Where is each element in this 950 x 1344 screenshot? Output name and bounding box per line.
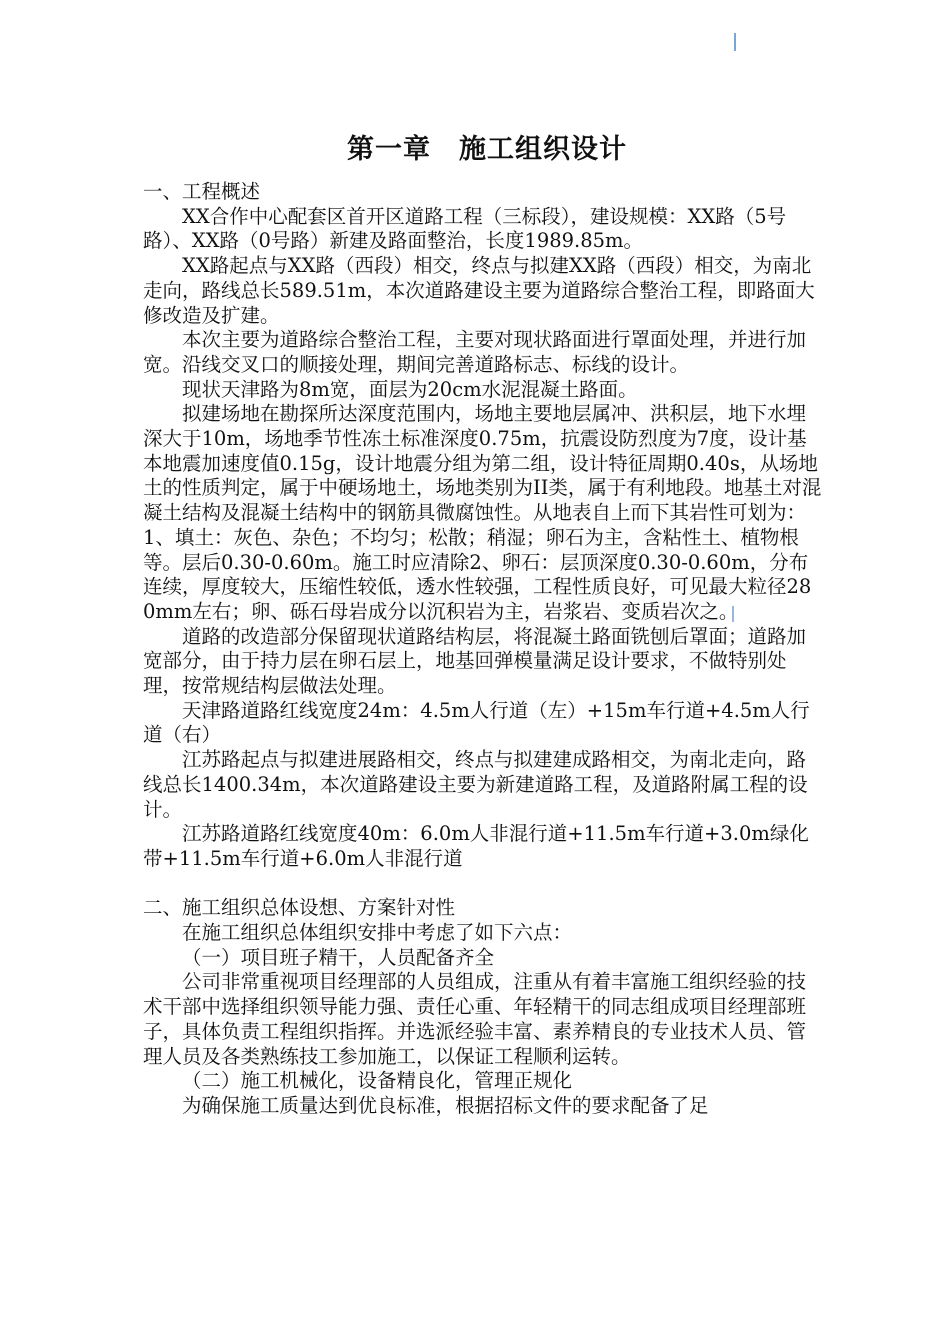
subheading: （一）项目班子精干，人员配备齐全: [182, 945, 495, 969]
document-page: [143, 128, 823, 1119]
paragraph: 江苏路起点与拟建进展路相交，终点与拟建建成路相交，为南北走向，路线总长1400.34m，本次道路建设主要为新建道路工程，及道路附属工程的设计。: [143, 748, 808, 821]
paragraph: XX合作中心配套区首开区道路工程（三标段），建设规模：XX路（5号路）、XX路（0号路）新建及路面整治，长度1989.85m。: [143, 204, 787, 253]
paragraph: 公司非常重视项目经理部的人员组成，注重从有着丰富施工组织经验的技术干部中选择组织领导能力强、责任心重、年轻精干的同志组成项目经理部班子，具体负责工程组织指挥。并选派经验丰富、素养精良的专业技术人员、管理人员及各类熟练技工参加施工，以保证工程顺利运转。: [143, 970, 807, 1068]
subheading: （二）施工机械化，设备精良化，管理正规化: [182, 1069, 573, 1093]
paragraph: 天津路道路红线宽度24m：4.5m人行道（左）+15m车行道+4.5m人行道（右）: [143, 698, 810, 747]
paragraph: 道路的改造部分保留现状道路结构层，将混凝土路面铣刨后罩面；道路加宽部分，由于持力层在卵石层上，地基回弹模量满足设计要求，不做特别处理，按常规结构层做法处理。: [143, 624, 807, 698]
paragraph: 现状天津路为8m宽，面层为20cm水泥混凝土路面。: [182, 377, 638, 401]
section-heading: 二、施工组织总体设想、方案针对性: [143, 896, 456, 920]
chapter-title: 第一章 施工组织设计: [347, 134, 627, 165]
paragraph: 为确保施工质量达到优良标准，根据招标文件的要求配备了足: [182, 1094, 709, 1117]
paragraph: 江苏路道路红线宽度40m：6.0m人非混行道+11.5m车行道+3.0m绿化带+11.5m车行道+6.0m人非混行道: [143, 822, 809, 870]
paragraph: 本次主要为道路综合整治工程，主要对现状路面进行罩面处理，并进行加宽。沿线交叉口的顺接处理，期间完善道路标志、标线的设计。: [143, 328, 807, 376]
paragraph: XX路起点与XX路（西段）相交，终点与拟建XX路（西段）相交，为南北走向，路线总长589.51m，本次道路建设主要为道路综合整治工程，即路面大修改造及扩建。: [143, 254, 815, 327]
blank-line: [143, 872, 823, 897]
cursor-mark: [734, 33, 736, 51]
paragraph: 拟建场地在勘探所达深度范围内，场地主要地层属冲、洪积层，地下水埋深大于10m，场地季节性冻土标准深度0.75m，抗震设防烈度为7度，设计基本地震加速度值0.15g，设计地震分组为第二组，设计特征周期0.40s，从场地土的性质判定，属于中硬场地土，场地类别为II类，属于有利地段。地基土对混凝土结构及混凝土结构中的钢筋具微腐蚀性。从地表自上而下其岩性可划为：1、填土：灰色、杂色；不均匀；松散；稍湿；卵石为主，含粘性土、植物根等。层后0.30-0.60m。施工时应清除2、卵石：层顶深度0.30-0.60m，分布连续，厚度较大，压缩性较低，透水性较强，工程性质良好，可见最大粒径280mm左右；卵、砾石母岩成分以沉积岩为主，岩浆岩、变质岩次之。: [143, 402, 822, 623]
paragraph: 在施工组织总体组织安排中考虑了如下六点：: [182, 921, 573, 945]
section-heading: 一、工程概述: [143, 180, 261, 203]
